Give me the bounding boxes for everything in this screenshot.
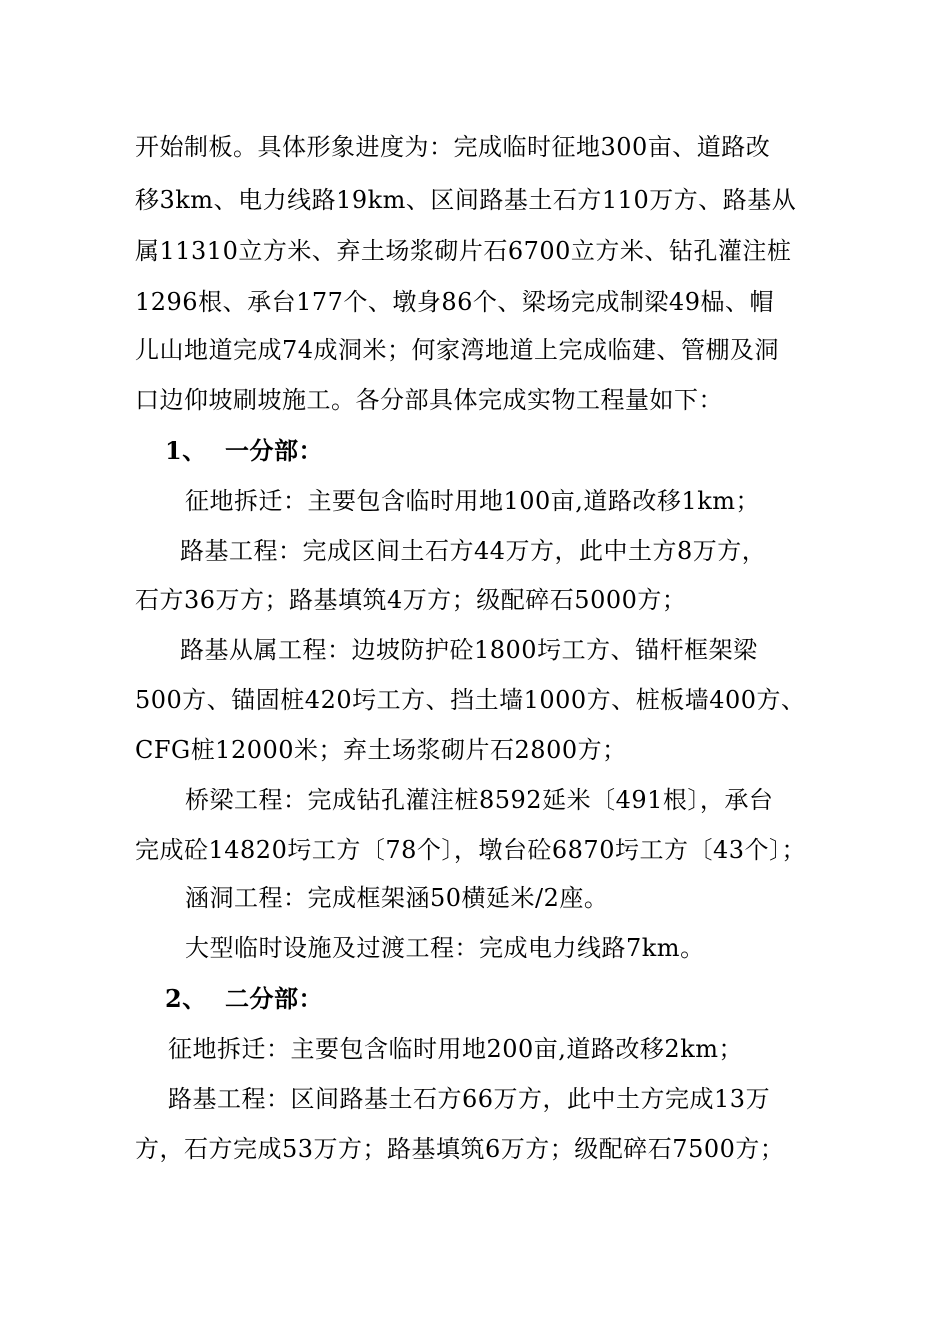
section-number: 2、	[165, 984, 207, 1013]
paragraph-line: 征地拆迁：主要包含临时用地200亩,道路改移2km；	[168, 1035, 744, 1063]
paragraph-line: 方，石方完成53万方；路基填筑6万方；级配碎石7500方；	[135, 1135, 785, 1163]
paragraph-line: 500方、锚固桩420圬工方、挡土墙1000方、桩板墙400方、	[135, 686, 806, 714]
paragraph-line: 开始制板。具体形象进度为：完成临时征地300亩、道路改	[135, 133, 771, 161]
paragraph-line: 属11310立方米、弃土场浆砌片石6700立方米、钻孔灌注桩	[135, 237, 792, 265]
paragraph-line: CFG桩12000米；弃土场浆砌片石2800方；	[135, 736, 627, 764]
paragraph-line: 征地拆迁：主要包含临时用地100亩,道路改移1km；	[185, 487, 761, 515]
paragraph-line: 桥梁工程：完成钻孔灌注桩8592延米〔491根〕，承台	[185, 786, 774, 814]
paragraph-line: 移3km、电力线路19km、区间路基土石方110万方、路基从	[135, 186, 797, 214]
section-title: 一分部：	[225, 436, 323, 465]
paragraph-line: 口边仰坡刷坡施工。各分部具体完成实物工程量如下：	[135, 386, 723, 414]
paragraph-line: 路基工程：完成区间土石方44万方，此中土方8万方，	[180, 537, 767, 565]
paragraph-line: 路基工程：区间路基土石方66万方，此中土方完成13万	[168, 1085, 771, 1113]
paragraph-line: 1296根、承台177个、墩身86个、梁场完成制梁49榀、帽	[135, 288, 774, 316]
paragraph-line: 路基从属工程：边坡防护砼1800圬工方、锚杆框架梁	[180, 636, 758, 664]
section-heading-2	[165, 983, 323, 1015]
paragraph-line: 儿山地道完成74成洞米；何家湾地道上完成临建、管棚及洞	[135, 336, 780, 364]
section-heading-1	[165, 435, 323, 467]
paragraph-line: 石方36万方；路基填筑4万方；级配碎石5000方；	[135, 586, 687, 614]
paragraph-line: 涵洞工程：完成框架涵50横延米/2座。	[185, 884, 609, 912]
section-number: 1、	[165, 436, 207, 465]
section-title: 二分部：	[225, 984, 323, 1013]
paragraph-line: 完成砼14820圬工方〔78个〕，墩台砼6870圬工方〔43个〕；	[135, 836, 807, 864]
paragraph-line: 大型临时设施及过渡工程：完成电力线路7km。	[185, 934, 705, 962]
